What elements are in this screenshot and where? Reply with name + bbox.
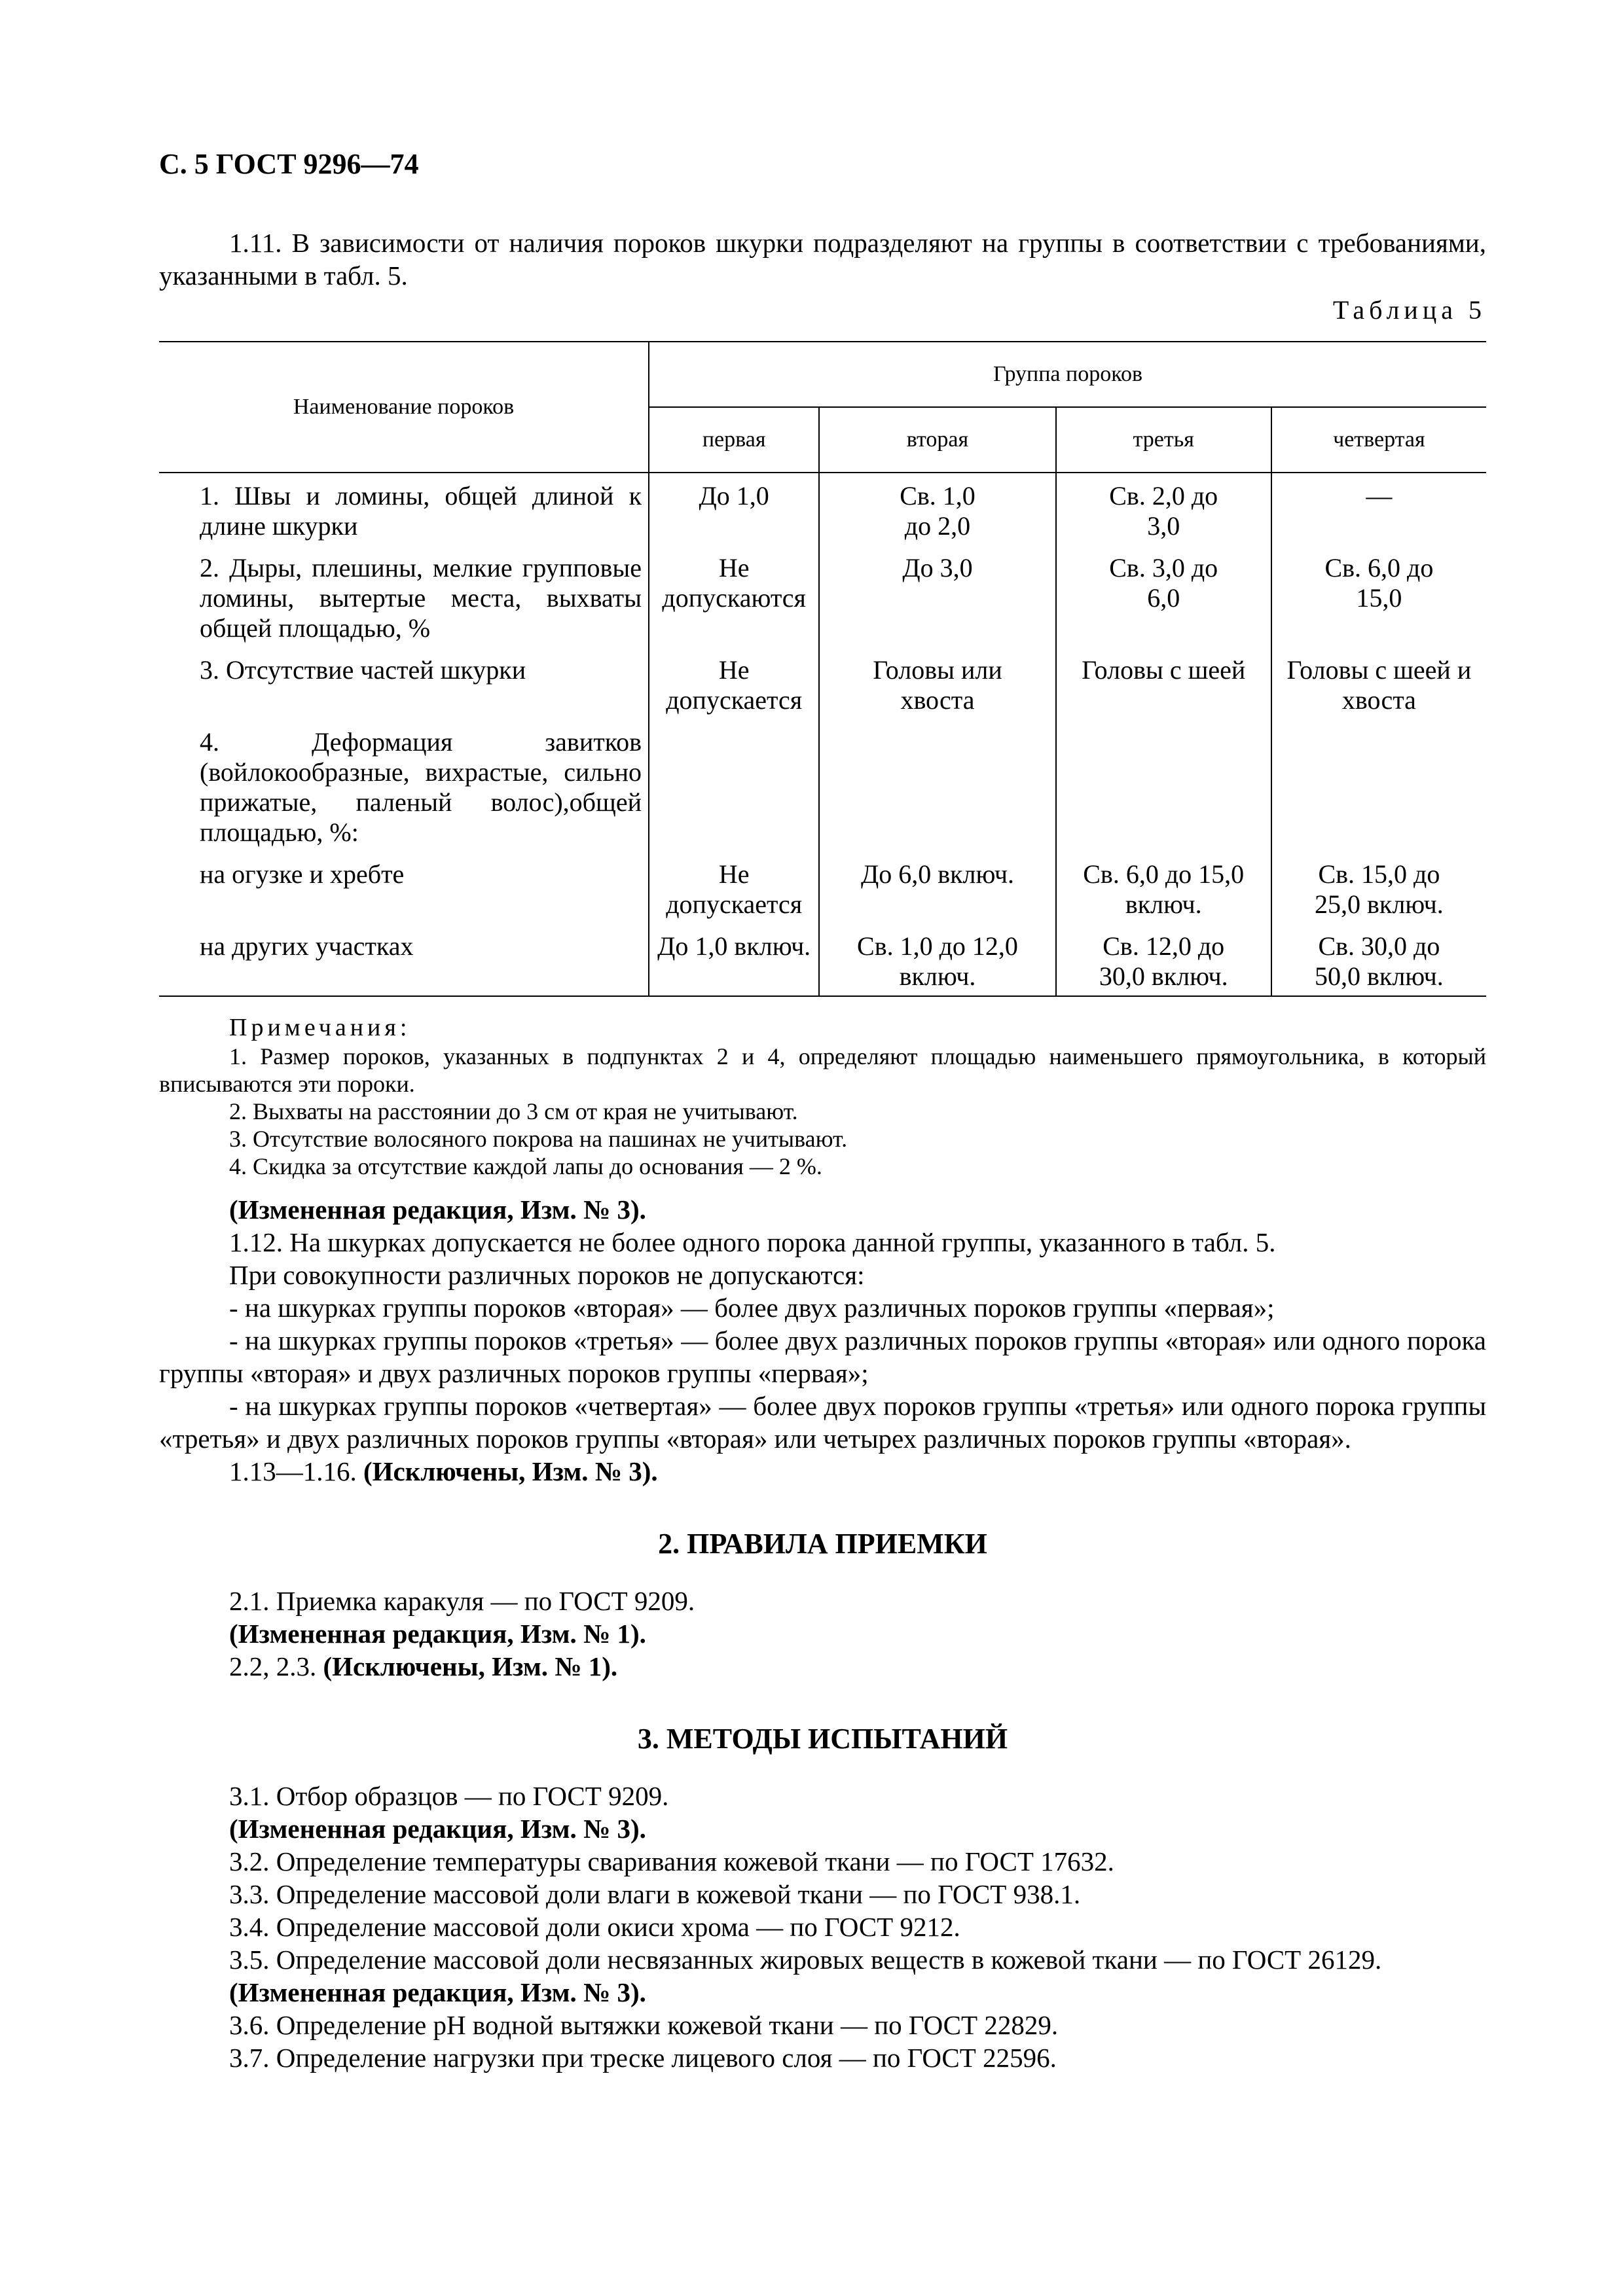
bullet-item: - на шкурках группы пороков «вторая» — более двух различных пороков группы «первая»; [229,1293,1275,1323]
paragraph-2-1: 2.1. Приемка каракуля — по ГОСТ 9209. [229,1586,695,1616]
section-3-title: 3. МЕТОДЫ ИСПЫТАНИЙ [637,1723,1008,1755]
defect-name-text: 2. Дыры, плешины, мелкие групповые ломины, вытертые места, выхваты общей площадью, % [200,553,642,643]
table-row [159,924,1486,996]
col-header-group-4: четвертая [1271,407,1486,473]
defect-name-text: 4. Деформация завитков (войлокообразные, вихрастые, сильно прижатые, паленый волос),общей площадью, %: [200,727,642,847]
table-cell [1271,719,1486,852]
table-cell: — [1271,473,1486,545]
table-cell: Св. 3,0 до 6,0 [1056,545,1271,647]
paragraph-3-1: 3.1. Отбор образцов — по ГОСТ 9209. [229,1781,669,1811]
defect-name-text: 1. Швы и ломины, общей длиной к длине шкурки [200,481,642,541]
table-cell [649,719,819,852]
edit-note: (Измененная редакция, Изм. № 3). [229,1194,646,1225]
defect-name-text: 3. Отсутствие частей шкурки [200,655,526,685]
note-item: 1. Размер пороков, указанных в подпунктах 2 и 4, определяют площадью наименьшего прямоугольника, в который вписываются эти пороки. [159,1043,1486,1097]
paragraph-2-2 [159,1650,1486,1683]
paragraph-3-7: 3.7. Определение нагрузки при треске лицевого слоя — по ГОСТ 22596. [229,2043,1057,2073]
table-cell: Головы или хвоста [819,647,1055,719]
note-item: 4. Скидка за отсутствие каждой лапы до основания — 2 %. [229,1153,822,1179]
table-cell: До 3,0 [819,545,1055,647]
table-cell: Св. 2,0 до 3,0 [1056,473,1271,545]
paragraph-1-11: 1.11. В зависимости от наличия пороков шкурки подразделяют на группы в соответствии с требованиями, указанными в табл. 5. [159,228,1486,291]
table-row [159,545,1486,647]
table-row [159,719,1486,852]
col-header-group-2: вторая [819,407,1055,473]
defect-name [159,924,649,996]
page-header: С. 5 ГОСТ 9296—74 [159,148,419,180]
table-cell: До 6,0 включ. [819,852,1055,924]
col-header-group-1: первая [649,407,819,473]
paragraph-3-6: 3.6. Определение pH водной вытяжки кожевой ткани — по ГОСТ 22829. [229,2010,1059,2040]
note-item: 2. Выхваты на расстоянии до 3 см от края не учитывают. [229,1098,798,1124]
table-row [159,647,1486,719]
clause-number: 2.2, 2.3. [229,1651,317,1681]
paragraph-3-3: 3.3. Определение массовой доли влаги в кожевой ткани — по ГОСТ 938.1. [229,1879,1081,1909]
col-header-group: Группа пороков [649,342,1486,407]
table-cell: Св. 12,0 до 30,0 включ. [1056,924,1271,996]
table-cell: Св. 30,0 до 50,0 включ. [1271,924,1486,996]
table-cell: Св. 6,0 до 15,0 [1271,545,1486,647]
paragraph-3-4: 3.4. Определение массовой доли окиси хрома — по ГОСТ 9212. [229,1912,960,1942]
col-header-defects: Наименование пороков [159,342,649,473]
page [159,147,1486,2074]
defect-name [159,852,649,924]
table-row [159,852,1486,924]
table-cell: Не допускается [649,647,819,719]
edit-note: (Измененная редакция, Изм. № 3). [229,1977,646,2007]
table-cell: Св. 1,0 до 2,0 [819,473,1055,545]
bullet-item: - на шкурках группы пороков «третья» — более двух различных пороков группы «вторая» или одного порока группы «вторая» и двух различных пороков группы «первая»; [159,1325,1486,1388]
defect-name [159,647,649,719]
paragraph-1-12: 1.12. На шкурках допускается не более одного порока данной группы, указанного в табл. 5. [229,1227,1276,1257]
edit-note: (Измененная редакция, Изм. № 3). [229,1814,646,1844]
defect-name [159,545,649,647]
excluded-note: (Исключены, Изм. № 1). [323,1651,618,1681]
table-cell: До 1,0 включ. [649,924,819,996]
table-label: Таблица 5 [1332,295,1486,325]
table-cell: Головы с шеей и хвоста [1271,647,1486,719]
paragraph-3-2: 3.2. Определение температуры сваривания кожевой ткани — по ГОСТ 17632. [229,1846,1114,1876]
notes [159,1043,1486,1180]
excluded-note: (Исключены, Изм. № 3). [363,1456,658,1486]
edit-note: (Измененная редакция, Изм. № 1). [229,1619,646,1649]
notes-title: Примечания: [229,1014,411,1041]
table-cell: Не допускаются [649,545,819,647]
paragraph-1-13 [159,1455,1486,1488]
defects-table [159,341,1486,997]
section-2-title: 2. ПРАВИЛА ПРИЕМКИ [658,1528,987,1560]
table-row [159,473,1486,545]
table-cell: До 1,0 [649,473,819,545]
bullet-item: - на шкурках группы пороков «четвертая» — более двух пороков группы «третья» или одного порока группы «третья» и двух различных пороков группы «вторая» или четырех различных пороков группы «вторая». [159,1391,1486,1454]
defect-name-text: на огузке и хребте [200,859,405,889]
table-cell [819,719,1055,852]
paragraph-1-12-cont: При совокупности различных пороков не допускаются: [229,1260,865,1290]
paragraph-3-5: 3.5. Определение массовой доли несвязанных жировых веществ в кожевой ткани — по ГОСТ 26129. [229,1945,1382,1975]
note-item: 3. Отсутствие волосяного покрова на пашинах не учитывают. [229,1126,848,1152]
table-cell: Св. 6,0 до 15,0 включ. [1056,852,1271,924]
col-header-group-3: третья [1056,407,1271,473]
table-cell: Св. 1,0 до 12,0 включ. [819,924,1055,996]
clause-number: 1.13—1.16. [229,1456,357,1486]
table-cell: Не допускается [649,852,819,924]
defect-name [159,473,649,545]
table-cell: Св. 15,0 до 25,0 включ. [1271,852,1486,924]
defect-name [159,719,649,852]
table-cell: Головы с шеей [1056,647,1271,719]
table-cell [1056,719,1271,852]
defect-name-text: на других участках [200,931,414,961]
